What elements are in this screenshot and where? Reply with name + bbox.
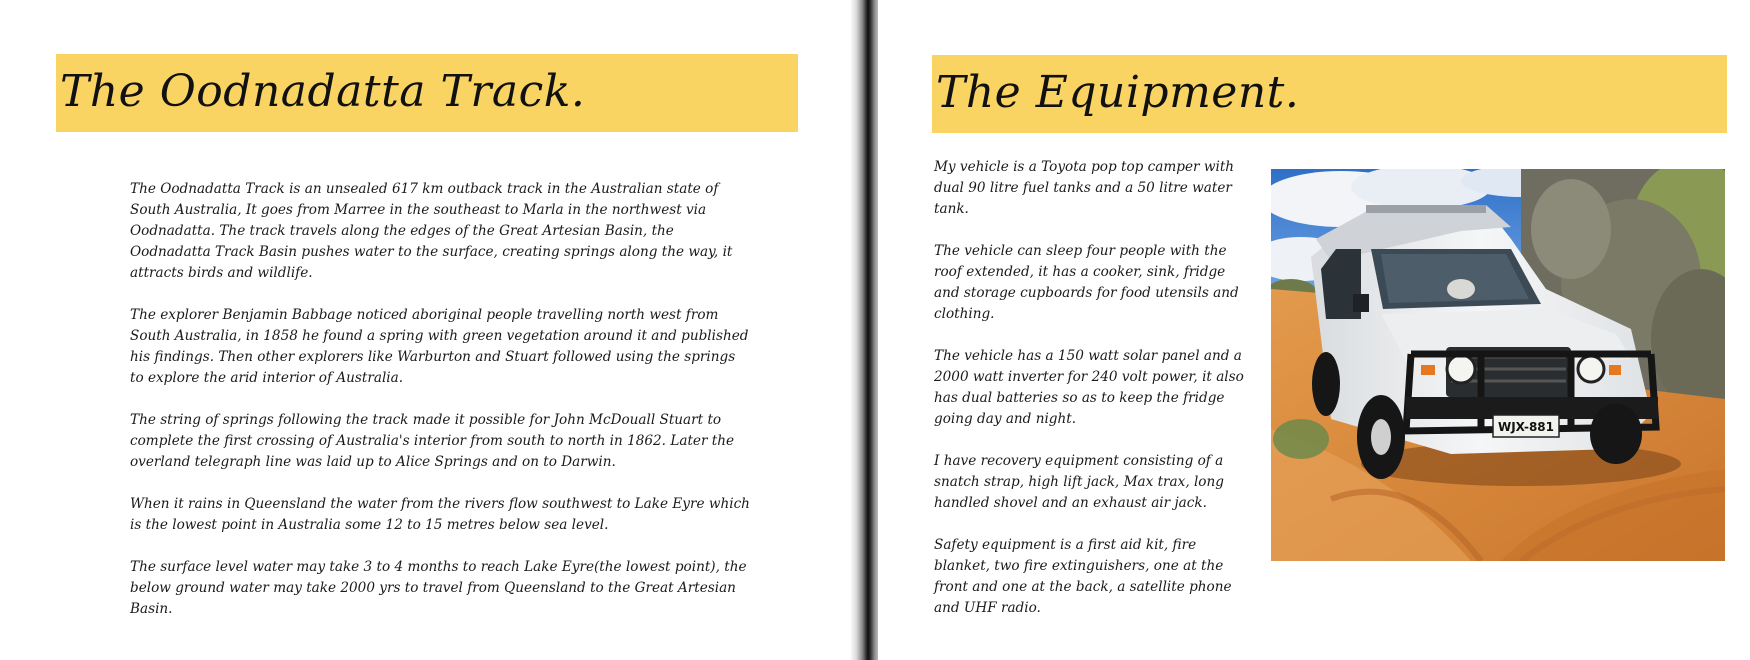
left-paragraph: The explorer Benjamin Babbage noticed aboriginal people travelling north west from South Australia, in 1858 he found a spring with green vegetation around it and published his findings. Then other explorers like Warburton and Stuart followed using the springs to explore the arid interior of Australia. (130, 307, 749, 386)
right-body-text (934, 157, 1254, 640)
left-title-bar (56, 54, 798, 132)
right-page (878, 0, 1750, 660)
number-plate-text: WJX-881 (1497, 420, 1555, 434)
right-paragraph: The vehicle has a 150 watt solar panel and a 2000 watt inverter for 240 volt power, it also has dual batteries so as to keep the fridge going day and night. (934, 348, 1244, 427)
right-paragraph: The vehicle can sleep four people with the roof extended, it has a cooker, sink, fridge and storage cupboards for food utensils and clothing. (934, 243, 1239, 322)
left-page-title: The Oodnadatta Track. (60, 66, 586, 117)
right-title-bar (932, 55, 1727, 133)
vehicle-photo (1271, 169, 1725, 561)
left-paragraph: The Oodnadatta Track is an unsealed 617 km outback track in the Australian state of South Australia, It goes from Marree in the southeast to Marla in the northwest via Oodnadatta. The track travels along the edges of the Great Artesian Basin, the Oodnadatta Track Basin pushes water to the surface, creating springs along the way, it attracts birds and wildlife. (130, 181, 733, 281)
left-page (0, 0, 858, 660)
right-page-title: The Equipment. (936, 67, 1300, 118)
right-paragraph: My vehicle is a Toyota pop top camper with dual 90 litre fuel tanks and a 50 litre water tank. (934, 159, 1235, 217)
right-paragraph: I have recovery equipment consisting of a snatch strap, high lift jack, Max trax, long handled shovel and an exhaust air jack. (934, 453, 1224, 511)
left-paragraph: The surface level water may take 3 to 4 months to reach Lake Eyre(the lowest point), the below ground water may take 2000 yrs to travel from Queensland to the Great Artesian Basin. (130, 559, 747, 617)
left-paragraph: The string of springs following the track made it possible for John McDouall Stuart to complete the first crossing of Australia's interior from south to north in 1862. Later the overland telegraph line was laid up to Alice Springs and on to Darwin. (130, 412, 735, 470)
left-body-text (130, 179, 750, 641)
left-paragraph: When it rains in Queensland the water from the rivers flow southwest to Lake Eyre which is the lowest point in Australia some 12 to 15 metres below sea level. (130, 496, 750, 533)
right-paragraph: Safety equipment is a first aid kit, fire blanket, two fire extinguishers, one at the front and one at the back, a satellite phone and UHF radio. (934, 537, 1232, 616)
